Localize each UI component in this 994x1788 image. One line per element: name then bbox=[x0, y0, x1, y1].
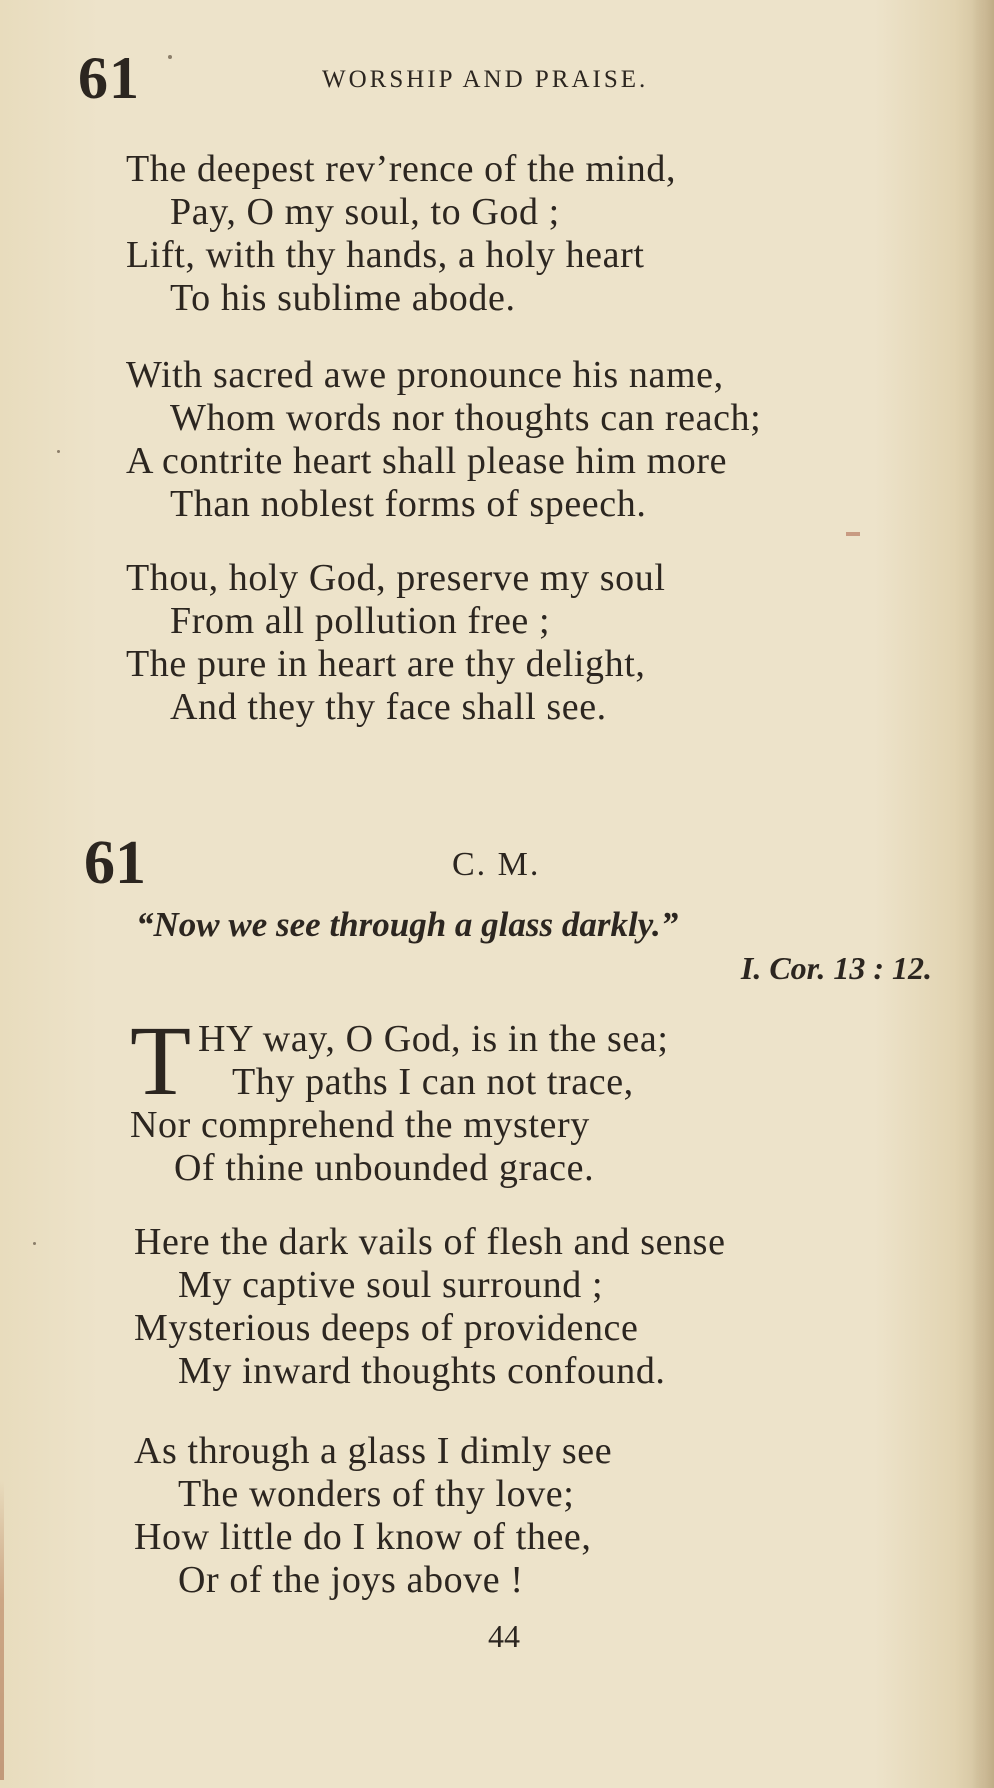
verse-line: My inward thoughts confound. bbox=[178, 1350, 666, 1392]
verse-line: Whom words nor thoughts can reach; bbox=[170, 397, 762, 439]
verse-line: Thou, holy God, preserve my soul bbox=[126, 557, 666, 599]
hymn-stanza-1 bbox=[130, 1061, 634, 1190]
verse-line: The deepest rev’rence of the mind, bbox=[126, 148, 677, 190]
verse-line: Pay, O my soul, to God ; bbox=[170, 191, 560, 233]
verse-line: Than noblest forms of speech. bbox=[170, 483, 647, 525]
verse-line: As through a glass I dimly see bbox=[134, 1430, 613, 1472]
scripture-reference: I. Cor. 13 : 12. bbox=[740, 950, 932, 986]
verse-line: With sacred awe pronounce his name, bbox=[126, 354, 724, 396]
verse-line: And they thy face shall see. bbox=[170, 686, 607, 728]
verse-line: Or of the joys above ! bbox=[178, 1559, 524, 1601]
verse-line: My captive soul surround ; bbox=[178, 1264, 604, 1306]
running-hymn-number: 61 bbox=[78, 45, 140, 111]
running-head-title: WORSHIP AND PRAISE. bbox=[322, 66, 649, 93]
verse-line: Thy paths I can not trace, bbox=[232, 1061, 634, 1103]
prev-stanza-2 bbox=[126, 354, 761, 526]
verse-line: From all pollution free ; bbox=[170, 600, 551, 642]
page-number: 44 bbox=[488, 1618, 520, 1654]
verse-line: Nor comprehend the mystery bbox=[130, 1104, 590, 1146]
verse-line: The pure in heart are thy delight, bbox=[126, 643, 646, 685]
verse-line: Of thine unbounded grace. bbox=[174, 1147, 595, 1189]
hymn-stanza-2 bbox=[134, 1221, 726, 1393]
prev-stanza-1 bbox=[126, 148, 676, 320]
verse-line: Here the dark vails of flesh and sense bbox=[134, 1221, 726, 1263]
verse-line: Lift, with thy hands, a holy heart bbox=[126, 234, 645, 276]
hymn-meter: C. M. bbox=[452, 846, 541, 883]
prev-stanza-3 bbox=[126, 557, 666, 729]
hymn-stanza-3 bbox=[134, 1430, 612, 1602]
ink-speck bbox=[168, 55, 172, 59]
verse-line-first: HY way, O God, is in the sea; bbox=[198, 1018, 669, 1060]
verse-line: To his sublime abode. bbox=[170, 277, 516, 319]
page-edge-stain bbox=[0, 1480, 4, 1780]
verse-line: Mysterious deeps of providence bbox=[134, 1307, 639, 1349]
drop-cap: T bbox=[130, 1005, 192, 1116]
page-edge-shadow bbox=[972, 0, 994, 1788]
ink-mark bbox=[846, 532, 860, 536]
verse-line: How little do I know of thee, bbox=[134, 1516, 592, 1558]
hymn-epigraph: “Now we see through a glass darkly.” bbox=[136, 905, 679, 944]
ink-speck bbox=[57, 450, 60, 453]
hymn-number: 61 bbox=[84, 829, 146, 897]
verse-line: The wonders of thy love; bbox=[178, 1473, 575, 1515]
ink-speck bbox=[33, 1242, 36, 1245]
verse-line: A contrite heart shall please him more bbox=[126, 440, 728, 482]
